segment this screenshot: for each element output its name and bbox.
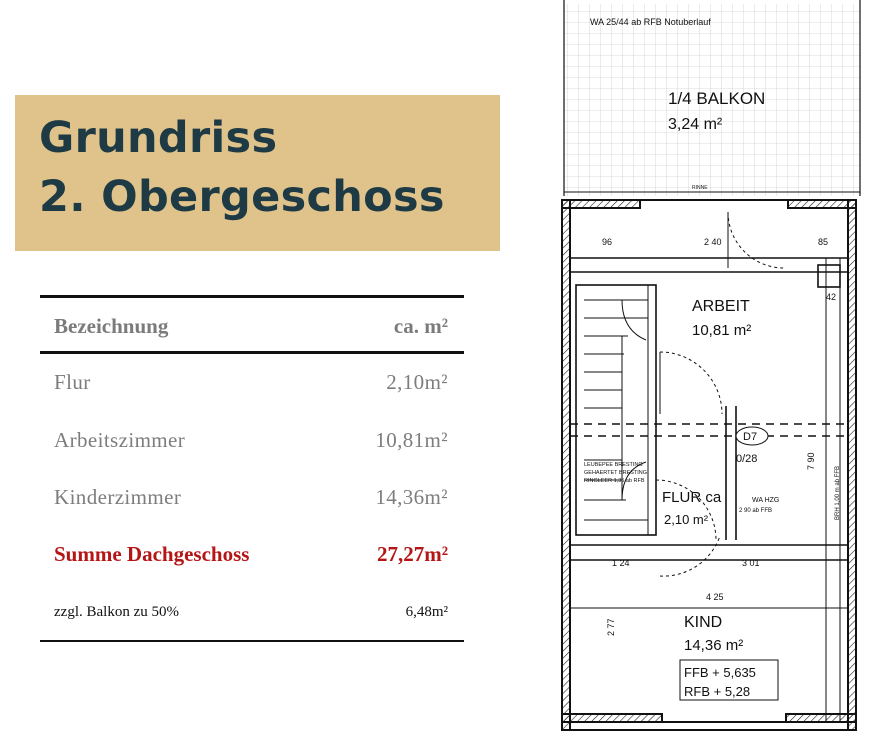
row-label: Flur [54, 370, 91, 394]
wa-hzg: WA HZG [752, 497, 780, 504]
arbeit-area: 10,81 m² [692, 322, 752, 339]
dim-240: 2 40 [704, 237, 722, 247]
header-rule [40, 351, 464, 354]
dim-85: 85 [818, 237, 829, 247]
row-label: Arbeitszimmer [54, 428, 186, 452]
balkon-name: 1/4 BALKON [668, 89, 766, 108]
stair-note-3: RINGLEER 1,35 ab RFB [584, 478, 645, 484]
row-value: 10,81m² [375, 428, 448, 452]
rinne-label: RINNE [692, 185, 708, 191]
window-size: 0/28 [736, 453, 758, 465]
wa-hzg-2: 2 90 ab FFB [739, 508, 773, 514]
title-box [15, 95, 500, 251]
table-bottom-rule [40, 640, 464, 642]
rfb-label: RFB + 5,28 [684, 684, 751, 699]
sum-value: 27,27m² [376, 542, 448, 566]
row-label: Kinderzimmer [54, 485, 182, 509]
dim-96: 96 [602, 237, 613, 247]
row-value: 14,36m² [375, 485, 448, 509]
balcony-value: 6,48m² [405, 604, 448, 620]
kind-area: 14,36 m² [684, 637, 744, 654]
dim-42: 42 [826, 292, 837, 302]
flur-name: FLUR ca [662, 489, 722, 506]
dim-790: 7 90 [806, 452, 816, 470]
staircase [584, 285, 648, 535]
arbeit-name: ARBEIT [692, 298, 750, 315]
balkon-area: 3,24 m² [668, 116, 723, 133]
header-value: ca. m² [393, 314, 448, 338]
flur-area: 2,10 m² [664, 512, 709, 527]
table-row [40, 428, 464, 458]
dim-277: 2 77 [606, 618, 616, 636]
dim-124: 1 24 [612, 558, 630, 568]
stair-note-1: LEUBEPEE BRESTING [584, 462, 643, 468]
table-row [40, 370, 464, 400]
sum-row [40, 542, 464, 572]
header-label: Bezeichnung [54, 314, 169, 338]
balcony-label: zzgl. Balkon zu 50% [54, 604, 179, 620]
floor-plan [556, 0, 880, 750]
title-line-1: Grundriss [39, 113, 278, 163]
table-header [40, 314, 464, 344]
dim-425: 4 25 [706, 592, 724, 602]
top-note: WA 25/44 ab RFB Notuberlauf [590, 17, 711, 27]
sum-label: Summe Dachgeschoss [54, 542, 250, 566]
stair-note-2: GEHAERTET BRESTING [584, 470, 648, 476]
ridge-lines [570, 424, 848, 436]
balcony-row [40, 604, 464, 634]
table-row [40, 485, 464, 515]
dim-301: 3 01 [742, 558, 760, 568]
table-top-rule [40, 295, 464, 298]
window-tag: D7 [743, 431, 758, 443]
kind-name: KIND [684, 614, 723, 631]
title-line-2: 2. Obergeschoss [39, 172, 445, 222]
ffb-label: FFB + 5,635 [684, 665, 756, 680]
brh-label: BRH 1,00 m ab FFB [835, 465, 841, 520]
row-value: 2,10m² [386, 370, 448, 394]
